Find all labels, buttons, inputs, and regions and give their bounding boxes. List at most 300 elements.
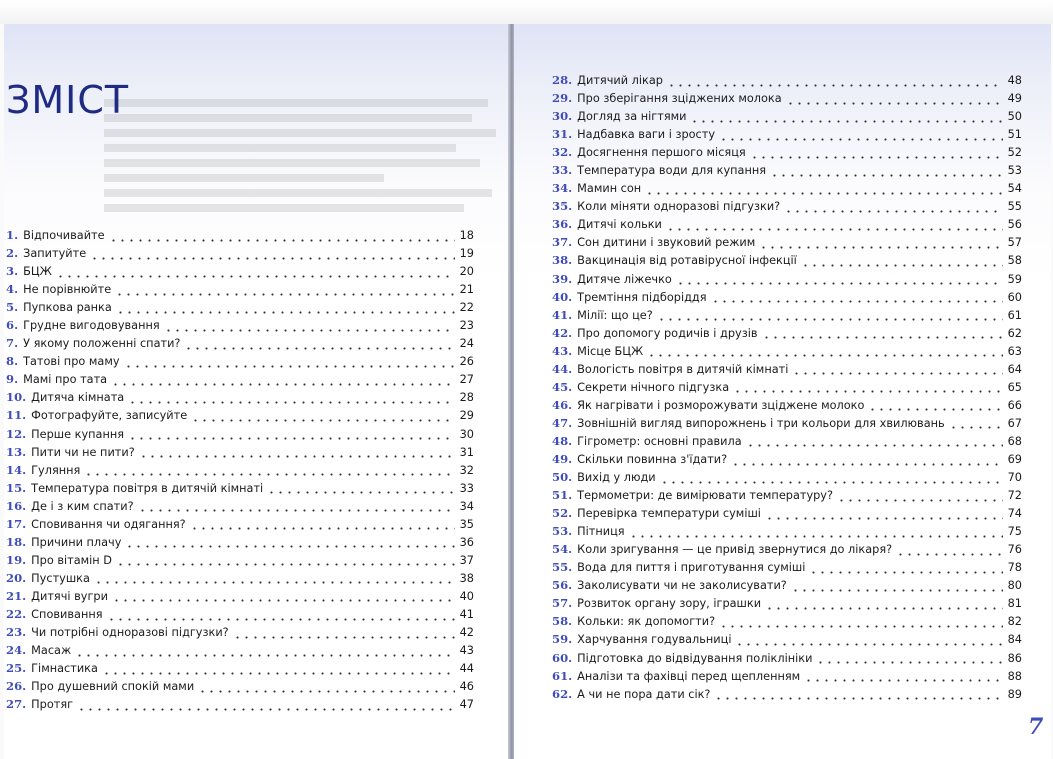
- dot-leader: [233, 636, 455, 639]
- toc-entry-title: Татові про маму: [23, 355, 120, 369]
- toc-entry-page: 74: [1007, 507, 1022, 521]
- toc-entry: [6, 625, 474, 643]
- dot-leader: [801, 264, 1003, 267]
- toc-entry-page: 67: [1007, 416, 1022, 430]
- toc-entry: [552, 199, 1022, 217]
- toc-entry-number: 2.: [6, 246, 19, 261]
- dot-leader: [107, 618, 455, 621]
- toc-entry-page: 76: [1007, 543, 1022, 557]
- toc-entry-page: 86: [1007, 651, 1022, 665]
- toc-entry-page: 63: [1007, 344, 1022, 358]
- toc-entry-number: 43.: [552, 343, 573, 358]
- toc-list-right: [552, 73, 1022, 705]
- dot-leader: [124, 365, 455, 368]
- toc-entry-number: 41.: [552, 307, 573, 322]
- toc-entry-title: Гімнастика: [31, 662, 98, 676]
- toc-entry-title: У якому положенні спати?: [23, 337, 181, 351]
- toc-entry: [6, 228, 474, 246]
- toc-entry-title: Чи потрібні одноразові підгузки?: [31, 626, 229, 640]
- toc-entry: [552, 596, 1022, 614]
- toc-entry-number: 53.: [552, 524, 573, 539]
- toc-entry-page: 59: [1007, 272, 1022, 286]
- toc-entry-page: 60: [1007, 290, 1022, 304]
- toc-entry-page: 81: [1007, 597, 1022, 611]
- dot-leader: [116, 563, 455, 566]
- dot-leader: [746, 444, 1003, 447]
- toc-entry: [6, 643, 474, 661]
- toc-entry: [552, 362, 1022, 380]
- dot-leader: [116, 311, 455, 314]
- dot-leader: [128, 401, 455, 404]
- toc-entry: [552, 235, 1022, 253]
- toc-entry: [6, 408, 474, 426]
- toc-entry: [552, 253, 1022, 271]
- toc-entry-title: Гігрометр: основні правила: [577, 434, 742, 448]
- toc-entry-page: 54: [1007, 182, 1022, 196]
- dot-leader: [75, 654, 455, 657]
- dot-leader: [128, 437, 455, 440]
- dot-leader: [765, 517, 1003, 520]
- toc-entry-number: 40.: [552, 289, 573, 304]
- toc-entry-number: 10.: [6, 390, 27, 405]
- toc-entry-number: 14.: [6, 462, 27, 477]
- toc-entry-page: 51: [1007, 128, 1022, 142]
- dot-leader: [115, 293, 455, 296]
- dot-leader: [139, 455, 455, 458]
- dot-leader: [676, 282, 1003, 285]
- toc-entry-number: 57.: [552, 596, 573, 611]
- toc-entry: [552, 560, 1022, 578]
- toc-entry: [6, 372, 474, 390]
- toc-entry-title: Сповивання чи одягання?: [31, 517, 186, 531]
- toc-entry-page: 61: [1007, 308, 1022, 322]
- toc-entry-page: 43: [459, 644, 474, 658]
- toc-entry-number: 36.: [552, 217, 573, 232]
- toc-entry-page: 55: [1007, 200, 1022, 214]
- dot-leader: [792, 372, 1003, 375]
- dot-leader: [90, 257, 455, 260]
- toc-entry-title: Тремтіння підборіддя: [577, 290, 707, 304]
- toc-list-left: [6, 228, 474, 715]
- toc-entry-number: 25.: [6, 661, 27, 676]
- toc-entry-page: 32: [459, 463, 474, 477]
- toc-entry-number: 19.: [6, 552, 27, 567]
- toc-entry-page: 70: [1007, 471, 1022, 485]
- dot-leader: [762, 336, 1003, 339]
- toc-entry: [6, 246, 474, 264]
- toc-entry-page: 48: [1007, 74, 1022, 87]
- dot-leader: [629, 535, 1003, 538]
- toc-entry-page: 69: [1007, 452, 1022, 466]
- toc-entry-page: 24: [459, 337, 474, 351]
- toc-entry-title: Коли зригування — це привід звернутися до лікаря?: [577, 543, 893, 557]
- toc-entry-title: Фотографуйте, записуйте: [31, 409, 188, 423]
- toc-entry-page: 46: [459, 680, 474, 694]
- toc-entry-number: 34.: [552, 181, 573, 196]
- toc-entry-number: 20.: [6, 570, 27, 585]
- toc-entry-number: 18.: [6, 534, 27, 549]
- toc-entry-number: 58.: [552, 614, 573, 629]
- dot-leader: [138, 509, 455, 512]
- toc-entry-title: Пити чи не пити?: [31, 445, 135, 459]
- toc-entry: [552, 326, 1022, 344]
- toc-entry: [552, 398, 1022, 416]
- toc-entry-title: Де і з ким спати?: [31, 499, 134, 513]
- toc-entry: [552, 308, 1022, 326]
- toc-entry-page: 18: [459, 229, 474, 242]
- toc-entry-title: Масаж: [31, 644, 72, 658]
- toc-entry-title: Пупкова ранка: [23, 301, 112, 315]
- dot-leader: [198, 690, 455, 693]
- toc-entry-title: Перевірка температури суміші: [577, 507, 761, 521]
- toc-entry-title: Не порівнюйте: [23, 283, 112, 297]
- toc-entry-number: 3.: [6, 264, 19, 279]
- toc-entry: [6, 445, 474, 463]
- toc-entry-page: 50: [1007, 110, 1022, 124]
- toc-entry: [6, 463, 474, 481]
- toc-entry-number: 13.: [6, 444, 27, 459]
- toc-entry-page: 19: [459, 247, 474, 261]
- toc-entry-title: БЦЖ: [23, 265, 52, 279]
- dot-leader: [711, 300, 1003, 303]
- toc-entry-number: 4.: [6, 282, 19, 297]
- toc-entry: [552, 109, 1022, 127]
- dot-leader: [731, 463, 1003, 466]
- toc-entry: [552, 217, 1022, 235]
- dot-leader: [56, 275, 455, 278]
- toc-entry-page: 28: [459, 391, 474, 405]
- toc-entry-title: Про зберігання зціджених молока: [577, 92, 782, 106]
- toc-entry-number: 15.: [6, 480, 27, 495]
- toc-entry-page: 31: [459, 445, 474, 459]
- toc-entry-page: 40: [459, 589, 474, 603]
- dot-leader: [647, 354, 1003, 357]
- toc-entry-number: 31.: [552, 127, 573, 142]
- dot-leader: [267, 491, 455, 494]
- toc-entry-title: Досягнення першого місяця: [577, 146, 746, 160]
- toc-entry-number: 24.: [6, 643, 27, 658]
- toc-entry-title: Температура повітря в дитячій кімнаті: [31, 481, 264, 495]
- toc-entry-title: Надбавка ваги і зросту: [577, 128, 716, 142]
- toc-entry: [552, 524, 1022, 542]
- dot-leader: [719, 138, 1003, 141]
- toc-entry-title: Причини плачу: [31, 535, 122, 549]
- dot-leader: [750, 156, 1003, 159]
- toc-entry-title: Аналізи та фахівці перед щепленням: [577, 669, 801, 683]
- toc-entry-title: Скільки повинна з'їдати?: [577, 452, 728, 466]
- toc-entry: [6, 499, 474, 517]
- toc-entry-page: 68: [1007, 434, 1022, 448]
- dot-leader: [645, 192, 1003, 195]
- toc-entry-number: 17.: [6, 516, 27, 531]
- toc-entry-page: 29: [459, 409, 474, 423]
- toc-entry: [552, 669, 1022, 687]
- toc-entry: [6, 336, 474, 354]
- toc-entry-number: 62.: [552, 686, 573, 701]
- toc-entry-title: Про допомогу родичів і друзів: [577, 326, 758, 340]
- toc-entry-page: 52: [1007, 146, 1022, 160]
- toc-entry-title: Коли міняти одноразові підгузки?: [577, 200, 781, 214]
- toc-entry-title: Кольки: як допомогти?: [577, 615, 716, 629]
- toc-entry: [6, 679, 474, 697]
- dot-leader: [112, 599, 455, 602]
- dot-leader: [896, 553, 1003, 556]
- toc-entry-number: 22.: [6, 606, 27, 621]
- toc-entry-title: Дитяче ліжечко: [577, 272, 672, 286]
- toc-entry-title: Як нагрівати і розморожувати зціджене молоко: [577, 398, 865, 412]
- toc-entry: [6, 318, 474, 336]
- toc-entry: [552, 290, 1022, 308]
- toc-entry: [552, 181, 1022, 199]
- toc-entry-number: 28.: [552, 73, 573, 87]
- toc-entry-number: 59.: [552, 632, 573, 647]
- toc-entry-title: Відпочивайте: [23, 229, 105, 242]
- toc-entry: [6, 354, 474, 372]
- toc-entry-title: Пітниця: [577, 525, 625, 539]
- toc-entry: [6, 517, 474, 535]
- toc-entry-number: 48.: [552, 433, 573, 448]
- toc-entry-number: 12.: [6, 426, 27, 441]
- toc-entry-number: 30.: [552, 109, 573, 124]
- dot-leader: [191, 419, 455, 422]
- toc-entry: [552, 687, 1022, 705]
- toc-entry: [6, 282, 474, 300]
- dot-leader: [759, 246, 1003, 249]
- toc-entry-number: 23.: [6, 625, 27, 640]
- toc-entry-title: Пустушка: [31, 571, 90, 585]
- toc-entry: [552, 272, 1022, 290]
- toc-entry: [6, 589, 474, 607]
- toc-entry-number: 60.: [552, 650, 573, 665]
- toc-entry-title: Дитячі кольки: [577, 218, 662, 232]
- dot-leader: [660, 481, 1003, 484]
- toc-entry-page: 26: [459, 355, 474, 369]
- toc-entry-number: 37.: [552, 235, 573, 250]
- dot-leader: [102, 672, 455, 675]
- toc-entry: [6, 427, 474, 445]
- toc-entry-number: 42.: [552, 325, 573, 340]
- toc-entry: [6, 481, 474, 499]
- dot-leader: [94, 581, 455, 584]
- toc-entry-title: Вологість повітря в дитячій кімнаті: [577, 362, 789, 376]
- toc-entry-title: Сповивання: [31, 607, 103, 621]
- dot-leader: [784, 210, 1003, 213]
- dot-leader: [657, 318, 1003, 321]
- toc-entry-title: Дитячий лікар: [577, 74, 663, 87]
- toc-entry-page: 72: [1007, 489, 1022, 503]
- toc-entry-number: 54.: [552, 542, 573, 557]
- toc-entry-page: 22: [459, 301, 474, 315]
- toc-entry: [552, 578, 1022, 596]
- toc-entry-number: 9.: [6, 372, 19, 387]
- toc-entry-page: 30: [459, 427, 474, 441]
- toc-entry-page: 78: [1007, 561, 1022, 575]
- toc-entry-number: 39.: [552, 271, 573, 286]
- dot-leader: [786, 102, 1003, 105]
- toc-entry-title: Підготовка до відвідування поліклініки: [577, 651, 813, 665]
- toc-entry: [552, 452, 1022, 470]
- toc-entry-page: 20: [459, 265, 474, 279]
- toc-entry-page: 38: [459, 571, 474, 585]
- toc-entry-title: Місце БЦЖ: [577, 344, 644, 358]
- toc-entry-title: Дитячі вугри: [31, 589, 108, 603]
- toc-entry-page: 80: [1007, 579, 1022, 593]
- toc-entry-number: 26.: [6, 679, 27, 694]
- toc-entry-page: 27: [459, 373, 474, 387]
- toc-entry-page: 64: [1007, 362, 1022, 376]
- dot-leader: [184, 347, 455, 350]
- toc-entry-number: 51.: [552, 488, 573, 503]
- dot-leader: [667, 84, 1003, 87]
- dot-leader: [109, 239, 455, 242]
- toc-entry: [552, 163, 1022, 181]
- toc-entry-page: 44: [459, 662, 474, 676]
- toc-entry-number: 52.: [552, 506, 573, 521]
- toc-entry: [552, 73, 1022, 91]
- toc-entry-page: 57: [1007, 236, 1022, 250]
- toc-entry-number: 21.: [6, 588, 27, 603]
- dot-leader: [816, 661, 1003, 664]
- toc-entry-number: 50.: [552, 470, 573, 485]
- dot-leader: [837, 499, 1003, 502]
- toc-entry: [552, 344, 1022, 362]
- toc-entry-title: Вода для пиття і приготування суміші: [577, 561, 806, 575]
- toc-entry: [552, 488, 1022, 506]
- toc-entry-number: 61.: [552, 668, 573, 683]
- dot-leader: [791, 589, 1003, 592]
- toc-entry-number: 1.: [6, 228, 19, 242]
- toc-entry: [552, 470, 1022, 488]
- toc-entry-number: 29.: [552, 91, 573, 106]
- dot-leader: [666, 228, 1003, 231]
- toc-entry: [552, 380, 1022, 398]
- toc-entry-page: 47: [459, 698, 474, 712]
- toc-entry-title: Вакцинація від ротавірусної інфекції: [577, 254, 797, 268]
- toc-entry-number: 46.: [552, 397, 573, 412]
- toc-entry-page: 65: [1007, 380, 1022, 394]
- toc-entry-title: Розвиток органу зору, іграшки: [577, 597, 762, 611]
- dot-leader: [733, 390, 1003, 393]
- toc-entry-title: Про вітамін D: [31, 553, 112, 567]
- toc-entry-page: 53: [1007, 164, 1022, 178]
- toc-entry: [552, 632, 1022, 650]
- toc-entry-title: Догляд за нігтями: [577, 110, 687, 124]
- dot-leader: [690, 120, 1003, 123]
- toc-entry-title: Перше купання: [31, 427, 125, 441]
- toc-entry-page: 49: [1007, 92, 1022, 106]
- toc-entry-number: 16.: [6, 498, 27, 513]
- toc-entry-title: Мілії: що це?: [577, 308, 653, 322]
- toc-entry: [6, 697, 474, 715]
- toc-entry-title: Зовнішній вигляд випорожнень і три кольори для хвилювань: [577, 416, 945, 430]
- toc-entry: [6, 264, 474, 282]
- toc-entry-number: 11.: [6, 408, 27, 423]
- toc-entry: [552, 542, 1022, 560]
- dot-leader: [765, 607, 1003, 610]
- toc-entry-page: 84: [1007, 633, 1022, 647]
- toc-entry: [552, 434, 1022, 452]
- toc-entry: [6, 661, 474, 679]
- toc-entry-title: Сон дитини і звуковий режим: [577, 236, 756, 250]
- toc-entry-page: 23: [459, 319, 474, 333]
- dot-leader: [190, 527, 455, 530]
- dot-leader: [714, 697, 1003, 700]
- toc-entry-title: Протяг: [31, 698, 74, 712]
- dot-leader: [809, 571, 1003, 574]
- toc-entry: [6, 300, 474, 318]
- toc-entry-page: 58: [1007, 254, 1022, 268]
- toc-entry-title: Мамин сон: [577, 182, 642, 196]
- toc-entry-number: 38.: [552, 253, 573, 268]
- dot-leader: [770, 174, 1003, 177]
- toc-entry-page: 21: [459, 283, 474, 297]
- toc-entry-number: 44.: [552, 361, 573, 376]
- toc-entry-page: 37: [459, 553, 474, 567]
- toc-entry-page: 89: [1007, 687, 1022, 701]
- dot-leader: [719, 625, 1003, 628]
- toc-entry-page: 75: [1007, 525, 1022, 539]
- toc-entry-page: 88: [1007, 669, 1022, 683]
- page-number: 7: [1028, 714, 1044, 740]
- toc-entry-number: 56.: [552, 578, 573, 593]
- dot-leader: [125, 545, 455, 548]
- toc-entry-page: 82: [1007, 615, 1022, 629]
- toc-entry-page: 35: [459, 517, 474, 531]
- toc-entry-page: 42: [459, 626, 474, 640]
- dot-leader: [868, 408, 1003, 411]
- toc-entry-title: Грудне вигодовування: [23, 319, 160, 333]
- toc-entry-title: Мамі про тата: [23, 373, 108, 387]
- dot-leader: [804, 679, 1003, 682]
- toc-entry-title: Запитуйте: [23, 247, 87, 261]
- toc-entry-title: Вихід у люди: [577, 471, 656, 485]
- toc-entry-title: Дитяча кімната: [31, 391, 125, 405]
- toc-entry-page: 62: [1007, 326, 1022, 340]
- toc-entry-number: 49.: [552, 451, 573, 466]
- toc-entry-page: 41: [459, 607, 474, 621]
- toc-entry: [552, 416, 1022, 434]
- toc-entry: [6, 571, 474, 589]
- toc-entry-number: 5.: [6, 300, 19, 315]
- toc-entry: [6, 535, 474, 553]
- toc-entry-title: Харчування годувальниці: [577, 633, 732, 647]
- toc-entry-number: 6.: [6, 318, 19, 333]
- toc-entry: [552, 91, 1022, 109]
- toc-entry-number: 8.: [6, 354, 19, 369]
- toc-entry-page: 34: [459, 499, 474, 513]
- toc-entry-title: Термометри: де вимірювати температуру?: [577, 489, 833, 503]
- dot-leader: [735, 643, 1003, 646]
- toc-entry: [6, 390, 474, 408]
- page-title: ЗМІСТ: [6, 78, 130, 122]
- toc-entry-title: Секрети нічного підгузка: [577, 380, 730, 394]
- toc-entry-number: 32.: [552, 145, 573, 160]
- toc-entry-title: А чи не пора дати сік?: [577, 687, 711, 701]
- toc-entry-number: 7.: [6, 336, 19, 351]
- toc-entry-title: Гуляння: [31, 463, 81, 477]
- dot-leader: [111, 383, 455, 386]
- toc-entry: [552, 506, 1022, 524]
- scan-top-edge: [0, 0, 1053, 24]
- toc-entry-number: 27.: [6, 697, 27, 712]
- toc-entry: [6, 553, 474, 571]
- toc-entry-number: 33.: [552, 163, 573, 178]
- toc-entry-page: 56: [1007, 218, 1022, 232]
- toc-entry-title: Заколисувати чи не заколисувати?: [577, 579, 787, 593]
- dot-leader: [949, 426, 1003, 429]
- dot-leader: [84, 473, 455, 476]
- toc-entry: [552, 614, 1022, 632]
